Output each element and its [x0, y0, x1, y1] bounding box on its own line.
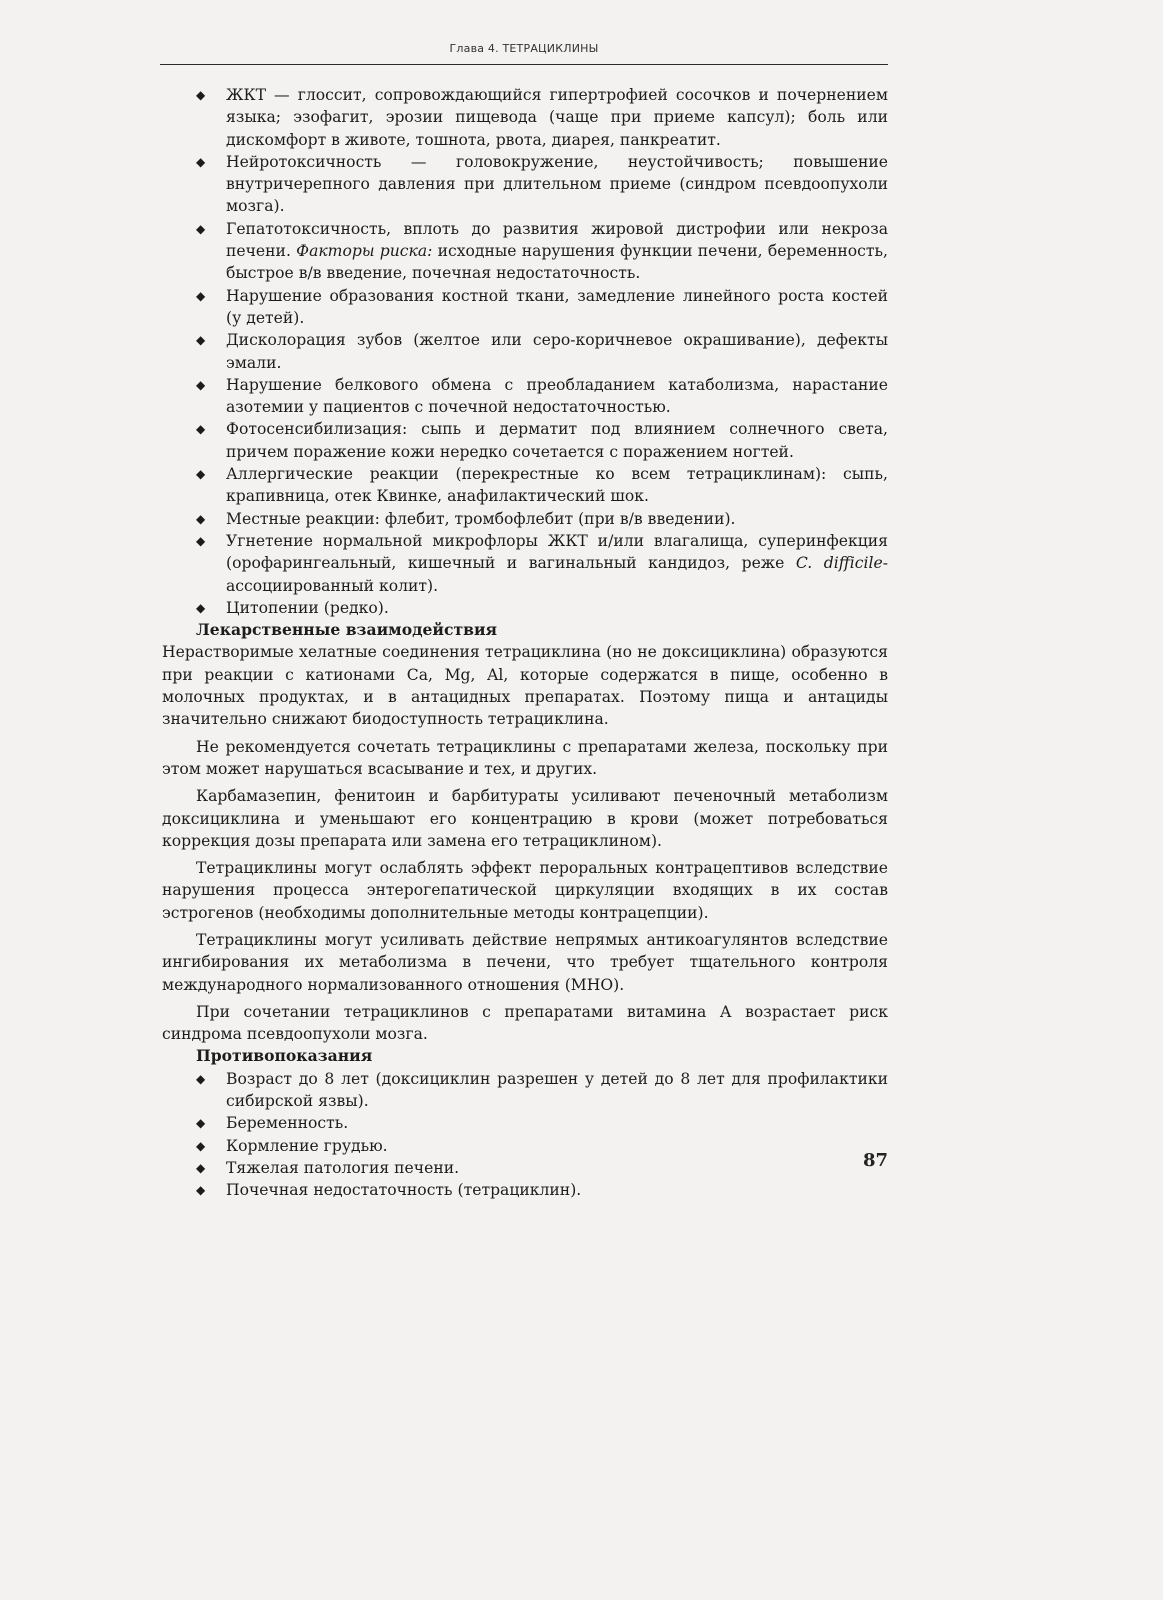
bullet-icon: ◆ [196, 154, 206, 169]
contraindications-list [162, 1068, 888, 1202]
bullet-icon: ◆ [196, 1138, 206, 1153]
list-item: ◆ Возраст до 8 лет (доксициклин разрешен у детей до 8 лет для профилактики сибирской язвы). [196, 1069, 888, 1111]
list-item: ◆ Тяжелая патология печени. [162, 1157, 888, 1179]
bullet-icon: ◆ [196, 511, 206, 526]
bullet-icon: ◆ [196, 221, 206, 236]
adverse-effects-list [162, 84, 888, 619]
page-content [162, 84, 888, 1202]
list-item: ◆ Местные реакции: флебит, тромбофлебит (при в/в введении). [162, 508, 888, 530]
bullet-icon: ◆ [196, 288, 206, 303]
list-item: ◆ Угнетение нормальной микрофлоры ЖКТ и/или влагалища, суперинфекция (орофарингеальный, кишечный и вагинальный кандидоз, реже C. difficile-ассоциированный колит). [196, 531, 888, 595]
paragraph: Тетрациклины могут усиливать действие непрямых антикоагулянтов вследствие ингибирования их метаболизма в печени, что требует тщательного контроля международного нормализованного отношения (МНО). [162, 930, 888, 994]
list-item: ◆ Нарушение белкового обмена с преобладанием катаболизма, нарастание азотемии у пациентов с почечной недостаточностью. [196, 375, 888, 417]
list-item: ◆ ЖКТ — глоссит, сопровождающийся гипертрофией сосочков и почернением языка; эзофагит, эрозии пищевода (чаще при приеме капсул); боль или дискомфорт в животе, тошнота, рвота, диарея, панкреатит. [196, 86, 888, 149]
list-item: ◆ Аллергические реакции (перекрестные ко всем тетрациклинам): сыпь, крапивница, отек Квинке, анафилактический шок. [196, 465, 888, 506]
list-item: ◆ Гепатотоксичность, вплоть до развития жировой дистрофии или некроза печени. Факторы риска: исходные нарушения функции печени, беременность, быстрое в/в введение, почечная недостаточность. [196, 219, 888, 283]
paragraph: Тетрациклины могут ослаблять эффект пероральных контрацептивов вследствие нарушения процесса энтерогепатической циркуляции входящих в их состав эстрогенов (необходимы дополнительные методы контрацепции). [162, 859, 888, 922]
bullet-icon: ◆ [196, 1116, 206, 1131]
list-item: ◆ Беременность. [162, 1112, 888, 1134]
bullet-icon: ◆ [196, 422, 206, 437]
header-rule [160, 64, 888, 65]
bullet-icon: ◆ [196, 533, 206, 548]
bullet-icon: ◆ [196, 377, 206, 392]
list-item: ◆ Кормление грудью. [162, 1135, 888, 1157]
bullet-icon: ◆ [196, 88, 206, 102]
paragraph: Нерастворимые хелатные соединения тетрациклина (но не доксициклина) образуются при реакции с катионами Ca, Mg, Al, которые содержатся в пище, особенно в молочных продуктах, и в антацидных препаратах. Поэтому пища и антациды значительно снижают биодоступность тетрациклина. [162, 643, 888, 729]
bullet-icon: ◆ [196, 1071, 206, 1086]
running-head: Глава 4. ТЕТРАЦИКЛИНЫ [449, 42, 599, 55]
bullet-icon: ◆ [196, 467, 206, 482]
organism-name: C. difficile [795, 554, 883, 573]
bullet-icon: ◆ [196, 600, 206, 615]
bullet-icon: ◆ [196, 333, 206, 348]
bullet-icon: ◆ [196, 1183, 206, 1198]
paragraph: Не рекомендуется сочетать тетрациклины с препаратами железа, поскольку при этом может нарушаться всасывание и тех, и других. [162, 737, 888, 778]
list-item: ◆ Почечная недостаточность (тетрациклин). [162, 1179, 888, 1201]
paragraph: Карбамазепин, фенитоин и барбитураты усиливают печеночный метаболизм доксициклина и уменьшают его концентрацию в крови (может потребоваться коррекция дозы препарата или замена его тетрациклином). [162, 787, 888, 850]
bullet-icon: ◆ [196, 1160, 206, 1175]
page-number: 87 [862, 1150, 888, 1171]
list-item: ◆ Фотосенсибилизация: сыпь и дерматит под влиянием солнечного света, причем поражение кожи нередко сочетается с поражением ногтей. [196, 420, 888, 461]
list-item: ◆ Дисколорация зубов (желтое или серо-коричневое окрашивание), дефекты эмали. [196, 331, 888, 372]
list-item: ◆ Нейротоксичность — головокружение, неустойчивость; повышение внутричерепного давления при длительном приеме (синдром псевдоопухоли мозга). [196, 152, 888, 216]
list-item: ◆ Нарушение образования костной ткани, замедление линейного роста костей (у детей). [196, 286, 888, 327]
list-item: ◆ Цитопении (редко). [162, 597, 888, 619]
interactions-heading: Лекарственные взаимодействия [196, 620, 498, 640]
risk-factors-label: Факторы риска: [296, 242, 433, 261]
paragraph: При сочетании тетрациклинов с препаратами витамина А возрастает риск синдрома псевдоопухоли мозга. [162, 1002, 888, 1044]
contraindications-heading: Противопоказания [196, 1046, 373, 1066]
